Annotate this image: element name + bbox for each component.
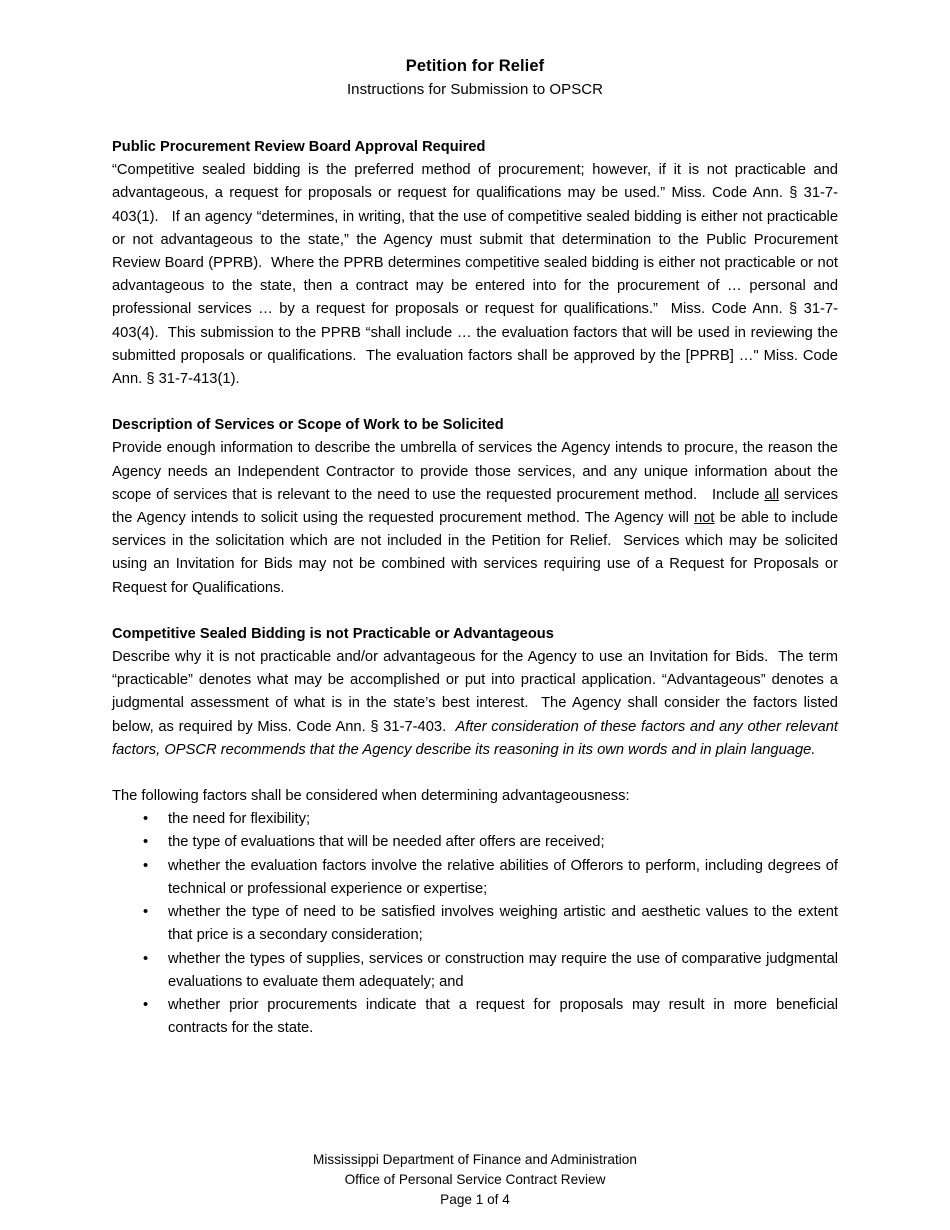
list-item-label: the need for flexibility;	[168, 811, 311, 828]
text-run: Describe why it is not practicable and/or advantageous for the Agency to use an Invitation for Bids. The term “practicable” denotes what may be accomplished or put into practical application. “Advantageous” denotes a judgmental assessment of what is in the state’s best interest. The Agency shall consider the factors listed below, as required by Miss. Code Ann. § 31-7-403.	[112, 649, 838, 735]
paragraph-not-practicable-body	[112, 646, 838, 762]
document-content	[112, 55, 838, 1040]
section-heading-approval: Public Procurement Review Board Approval Required	[112, 139, 486, 155]
section-approval-required	[112, 136, 838, 391]
list-item	[112, 831, 838, 854]
underlined-word-not: not	[694, 510, 715, 527]
section-heading-not-practicable: Competitive Sealed Bidding is not Practicable or Advantageous	[112, 625, 554, 642]
text-run: Provide enough information to describe the umbrella of services the Agency intends to procure, the reason the Agency needs an Independent Contractor to provide those services, and any unique information about the scope of services that is relevant to the need to use the requested procurement method. Include	[112, 440, 838, 503]
spacer	[112, 762, 838, 785]
footer-agency-name: Mississippi Department of Finance and Administration	[313, 1152, 637, 1167]
paragraph-factors-intro: The following factors shall be considered when determining advantageousness:	[112, 788, 630, 805]
factors-list	[112, 808, 838, 1040]
footer-page-number: Page 1 of 4	[440, 1192, 510, 1207]
bullet-icon: •	[143, 904, 149, 921]
spacer	[112, 600, 838, 623]
paragraph-description-body	[112, 437, 838, 599]
list-item	[112, 901, 838, 947]
bullet-icon: •	[143, 950, 149, 967]
text-run: “Competitive sealed bidding is the preferred method of procurement; however, if it is not practicable and advantageous, a request for proposals or request for qualifications may be used.” Miss. Code Ann. § 31-7-403(1). If an agency “determines, in writing, that the use of competitive sealed bidding is either not practicable or not advantageous to the state,” the Agency must submit that determination to the Public Procurement Review Board (PPRB). Where the PPRB determines competitive sealed bidding is either not practicable or not advantageous to the state, then a contract may be entered into for the procurement of … personal and professional services … by a request for proposals or request for qualifications.” Miss. Code Ann. § 31-7-403(4). This submission to the PPRB “shall include … the evaluation factors that will be used in reviewing the submitted proposals or qualifications. The evaluation factors shall be approved by the [PPRB] …" Miss. Code Ann. § 31-7-413(1).	[112, 162, 838, 388]
bullet-icon: •	[143, 857, 149, 874]
list-item-label: whether the type of need to be satisfied involves weighing artistic and aesthetic values to the extent that price is a secondary consideration;	[168, 904, 838, 944]
bullet-icon: •	[143, 834, 149, 851]
list-item-label: the type of evaluations that will be needed after offers are received;	[168, 834, 605, 851]
bullet-icon: •	[143, 811, 149, 828]
page-title: Petition for Relief	[405, 57, 545, 75]
list-item-label: whether the evaluation factors involve the relative abilities of Offerors to perform, including degrees of technical or professional experience or expertise;	[168, 857, 838, 897]
list-item	[112, 808, 838, 831]
footer-office-name: Office of Personal Service Contract Review	[344, 1172, 606, 1187]
section-heading-description: Description of Services or Scope of Work to be Solicited	[112, 417, 504, 434]
bullet-icon: •	[143, 996, 149, 1013]
text-run: services the Agency intends to solicit using the requested procurement method. The Agency will	[112, 486, 838, 527]
text-run: be able to include services in the solicitation which are not included in the Petition for Relief. Services which may be solicited using an Invitation for Bids may not be combined with services requiring use of a Request for Proposals or Request for Qualifications.	[112, 510, 838, 596]
list-item-label: whether the types of supplies, services or construction may require the use of comparative judgmental evaluations to evaluate them adequately; and	[168, 950, 838, 990]
list-item	[112, 948, 838, 994]
page-subtitle: Instructions for Submission to OPSCR	[346, 81, 604, 98]
section-not-practicable	[112, 623, 838, 1040]
list-item	[112, 994, 838, 1040]
spacer	[112, 391, 838, 414]
section-description-of-services	[112, 414, 838, 600]
paragraph-approval-body	[112, 159, 838, 391]
italic-recommendation-note: After consideration of these factors and any other relevant factors, OPSCR recommends that the Agency describe its reasoning in its own words and in plain language.	[112, 718, 838, 758]
list-item	[112, 855, 838, 901]
list-item-label: whether prior procurements indicate that a request for proposals may result in more beneficial contracts for the state.	[168, 996, 838, 1037]
underlined-word-all: all	[764, 486, 780, 503]
spacer	[112, 101, 838, 136]
page-footer	[0, 1150, 950, 1210]
